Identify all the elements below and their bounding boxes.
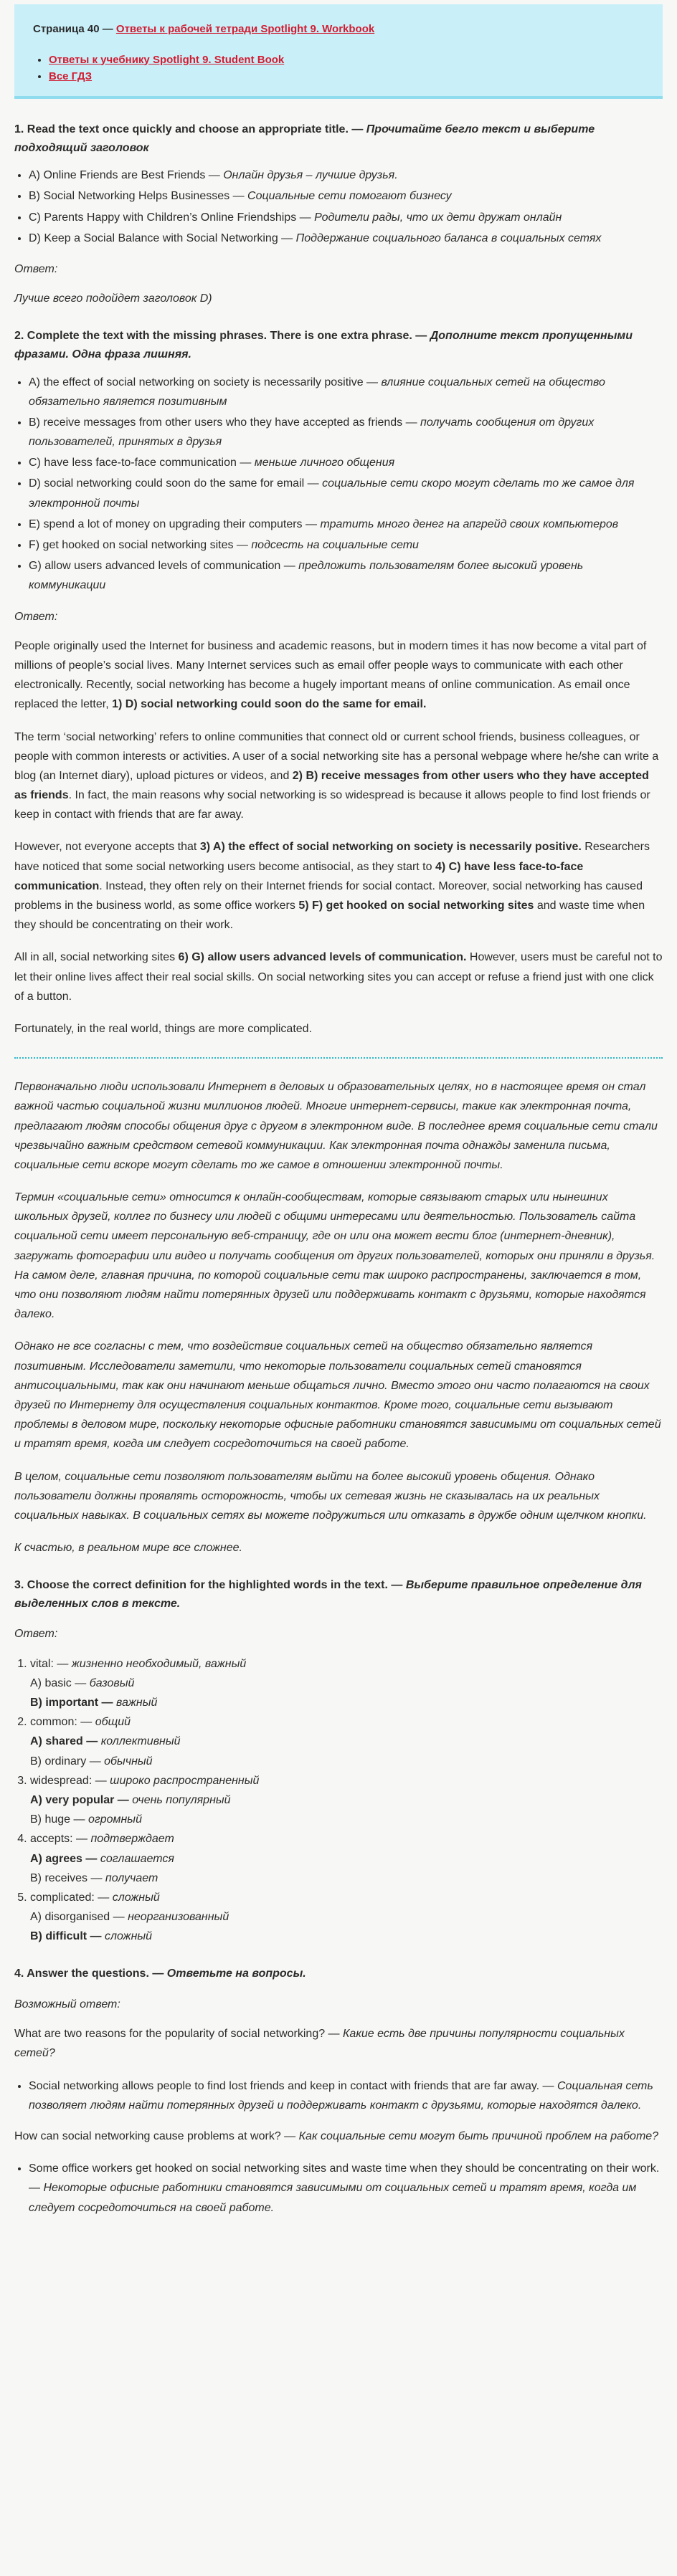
answer-item: • Some office workers get hooked on social networking sites and waste time when they should be concentrating on their work. — Некоторые офисные работники становятся зависимыми от социальных сетей и тратят время, когда им следует сосредоточиться на своей работе. <box>29 2159 663 2218</box>
definition-option: B) ordinary — обычный <box>30 1755 153 1768</box>
task-1-heading: 1. Read the text once quickly and choose an appropriate title. — Прочитайте бегло текст и выберите подходящий заголовок <box>14 123 595 154</box>
student-book-answers-link[interactable]: Ответы к учебнику Spotlight 9. Student Book <box>49 53 285 66</box>
definition-option: A) basic — базовый <box>30 1676 135 1689</box>
option-item: • A) the effect of social networking on society is necessarily positive — влияние социальных сетей на общество обязательно является позитивным <box>29 373 663 411</box>
workbook-answers-link[interactable]: Ответы к рабочей тетради Spotlight 9. Workbook <box>115 23 375 35</box>
task-1-answer: Лучше всего подойдет заголовок D) <box>14 292 212 305</box>
option-item: • C) Parents Happy with Children’s Online Friendships — Родители рады, что их дети дружат онлайн <box>29 208 663 227</box>
option-item: • G) allow users advanced levels of communication — предложить пользователям более высокий уровень коммуникации <box>29 556 663 595</box>
translation-paragraph-3: Однако не все согласны с тем, что воздействие социальных сетей на общество обязательно является позитивным. Исследователи заметили, что некоторые пользователи социальных сетей становятся антисоциальными, так как они начинают меньше общаться лично. Вместо этого они часто полагаются на своих друзей по Интернету для осуществления социальных контактов. Кроме того, социальные сети вызывают проблемы в деловом мире, поскольку некоторые офисные работники становятся зависимыми от социальных сетей и тратят время, когда им следует сосредоточиться на своей работе. <box>14 1340 661 1451</box>
definition-option: A) disorganised — неорганизованный <box>30 1911 229 1924</box>
definition-item: 3. widespread: — широко распространенный A) very popular — очень популярный B) huge — огромный <box>30 1771 663 1830</box>
definition-item: 4. accepts: — подтверждает A) agrees — соглашается B) receives — получает <box>30 1829 663 1888</box>
option-item: • B) Social Networking Helps Businesses — Социальные сети помогают бизнесу <box>29 186 663 206</box>
option-item: • D) Keep a Social Balance with Social Networking — Поддержание социального баланса в социальных сетях <box>29 229 663 248</box>
answer-label: Ответ: <box>14 610 58 623</box>
answer-label: Ответ: <box>14 1628 58 1641</box>
text-paragraph-1: People originally used the Internet for business and academic reasons, but in modern times it has now become a vital part of millions of people’s social lives. Many Internet services such as email offer people ways to communicate with each other electronically. Recently, social networking has become a hugely important means of online communication. As email once replaced the letter, 1) D) social networking could soon do the same for email. <box>14 639 647 711</box>
answer-2-list <box>14 2159 663 2218</box>
divider <box>14 1057 663 1059</box>
text-paragraph-4: All in all, social networking sites 6) G) allow users advanced levels of communication. However, users must be careful not to let their online lives affect their real social skills. On social networking sites you can accept or refuse a friend just with one click of a button. <box>14 951 663 1003</box>
definition-option-correct: A) agrees — соглашается <box>30 1852 174 1865</box>
question-1: What are two reasons for the popularity of social networking? — Какие есть две причины популярности социальных сетей? <box>14 2028 625 2060</box>
definition-option-correct: A) very popular — очень популярный <box>30 1793 231 1806</box>
option-item: • D) social networking could soon do the same for email — социальные сети скоро могут сделать то же самое для электронной почты <box>29 474 663 512</box>
text-paragraph-3: However, not everyone accepts that 3) A) the effect of social networking on society is necessarily positive. Researchers have noticed that some social networking users become antisocial, as they start to 4) C) have less face-to-face communication. Instead, they often rely on their Internet friends for social contact. Moreover, social networking has caused problems in the business world, as some office workers 5) F) get hooked on social networking sites and waste time when they should be concentrating on their work. <box>14 841 650 932</box>
definition-option: B) receives — получает <box>30 1871 158 1884</box>
task-3-heading: 3. Choose the correct definition for the highlighted words in the text. — Выберите правильное определение для выделенных слов в тексте. <box>14 1579 642 1610</box>
definition-item: 1. vital: — жизненно необходимый, важный A) basic — базовый B) important — важный <box>30 1654 663 1713</box>
definition-option-correct: A) shared — коллективный <box>30 1735 181 1748</box>
answer-1-list <box>14 2076 663 2115</box>
definition-item: 5. complicated: — сложный A) disorganised — неорганизованный B) difficult — сложный <box>30 1888 663 1947</box>
page <box>14 0 663 2239</box>
definition-option-correct: B) important — важный <box>30 1697 158 1709</box>
page-number-line <box>33 20 644 39</box>
translation-paragraph-5: К счастью, в реальном мире все сложнее. <box>14 1542 242 1555</box>
related-links-list <box>33 52 644 85</box>
question-2: How can social networking cause problems at work? — Как социальные сети могут быть причиной проблем на работе? <box>14 2129 659 2142</box>
translation-paragraph-4: В целом, социальные сети позволяют пользователям выйти на более высокий уровень общения. Однако пользователи должны проявлять осторожность, чтобы их сетевая жизнь не сказывалась на их реальных социальных навыках. В социальных сетях вы можете подружиться или отказать в дружбе одним щелчком кнопки. <box>14 1470 647 1522</box>
related-link-item <box>49 52 644 68</box>
definition-option-correct: B) difficult — сложный <box>30 1930 153 1943</box>
translation-paragraph-2: Термин «социальные сети» относится к онлайн-сообществам, которые связывают старых или нынешних школьных друзей, коллег по бизнесу или людей с общими интересами или деятельностью. Пользователь сайта социальной сети имеет персональную веб-страницу, где он или она может вести блог (интернет-дневник), загружать фотографии или видео и получать сообщения от других пользователей, которых они приняли в друзья. На самом деле, главная причина, по которой социальные сети так широко распространены, заключается в том, что они позволяют людям найти потерянных друзей или поддерживать контакт с друзьями, которые находятся далеко. <box>14 1191 655 1321</box>
option-item: • F) get hooked on social networking sites — подсесть на социальные сети <box>29 535 663 555</box>
task-4-heading: 4. Answer the questions. — Ответьте на вопросы. <box>14 1967 306 1980</box>
option-item: • A) Online Friends are Best Friends — Онлайн друзья – лучшие друзья. <box>29 166 663 185</box>
task-1-options <box>14 166 663 248</box>
option-item: • E) spend a lot of money on upgrading their computers — тратить много денег на апгрейд своих компьютеров <box>29 515 663 534</box>
option-item: • B) receive messages from other users who they have accepted as friends — получать сообщения от других пользователей, принятых в друзья <box>29 413 663 452</box>
translation-paragraph-1: Первоначально люди использовали Интернет в деловых и образовательных целях, но в настоящее время он стал важной частью социальной жизни миллионов людей. Многие интернет-сервисы, такие как электронная почта, предлагают людям способы общения друг с другом в электронном виде. В последнее время социальные сети стали чрезвычайно важным средством сетевой коммуникации. Как электронная почта однажды заменила письма, социальные сети вскоре могут сделать то же самое в отношении электронной почты. <box>14 1081 658 1171</box>
definition-item: 2. common: — общий A) shared — коллективный B) ordinary — обычный <box>30 1712 663 1771</box>
text-paragraph-2: The term ‘social networking’ refers to online communities that connect old or current school friends, business colleagues, or people with common interests or activities. A user of a social networking site has a personal webpage where he/she can write a blog (an Internet diary), upload pictures or videos, and 2) B) receive messages from other users who they have accepted as friends. In fact, the main reasons why social networking is so widespread is because it allows people to find lost friends or keep in contact with friends that are far away. <box>14 730 659 821</box>
definition-option: B) huge — огромный <box>30 1813 142 1826</box>
answer-item: • Social networking allows people to find lost friends and keep in contact with friends that are far away. — Социальная сеть позволяет людям найти потерянных друзей и поддерживать контакт с друзьями, которые находятся далеко. <box>29 2076 663 2115</box>
related-link-item <box>49 68 644 85</box>
answer-label: Ответ: <box>14 262 58 275</box>
possible-answer-label: Возможный ответ: <box>14 1998 120 2011</box>
all-gdz-link[interactable]: Все ГДЗ <box>49 70 93 82</box>
page-prefix: Страница 40 — <box>33 23 116 35</box>
related-links-box <box>14 4 663 99</box>
task-2-options <box>14 373 663 596</box>
task-3-definitions <box>14 1654 663 1947</box>
task-2-heading: 2. Complete the text with the missing phrases. There is one extra phrase. — Дополните текст пропущенными фразами. Одна фраза лишняя. <box>14 330 633 361</box>
text-paragraph-5: Fortunately, in the real world, things are more complicated. <box>14 1022 313 1035</box>
option-item: • C) have less face-to-face communication — меньше личного общения <box>29 453 663 472</box>
